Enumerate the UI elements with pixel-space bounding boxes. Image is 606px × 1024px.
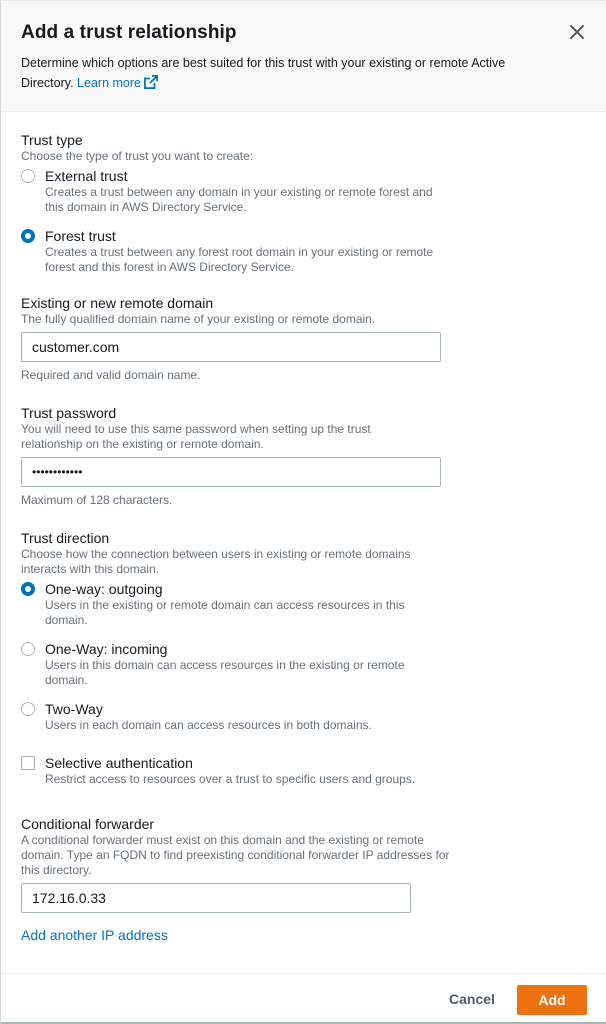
option-label: One-Way: incoming	[45, 641, 168, 657]
option-description: Users in each domain can access resources in both domains.	[45, 718, 372, 732]
add-another-ip-link[interactable]: Add another IP address	[21, 927, 168, 943]
selective-authentication-checkbox-row[interactable]	[21, 754, 481, 787]
conditional-forwarder-description: A conditional forwarder must exist on this domain and the existing or remote domain. Type an FQDN to find preexisting conditional forwarder IP addresses for this directory.	[21, 833, 450, 877]
conditional-forwarder-label: Conditional forwarder	[21, 816, 155, 832]
radio-one-way-outgoing[interactable]	[21, 580, 441, 628]
option-label: One-way: outgoing	[45, 581, 163, 597]
remote-domain-section	[21, 294, 581, 383]
option-label: Two-Way	[45, 701, 103, 717]
add-button[interactable]: Add	[517, 985, 587, 1015]
trust-direction-description: Choose how the connection between users in existing or remote domains interacts with this domain.	[21, 547, 411, 576]
radio-button-unchecked[interactable]	[21, 702, 35, 716]
trust-password-section	[21, 404, 581, 508]
trust-direction-label: Trust direction	[21, 530, 110, 546]
option-description: Restrict access to resources over a trust to specific users and groups.	[45, 772, 416, 786]
radio-button-checked[interactable]	[21, 582, 35, 596]
option-label: External trust	[45, 168, 128, 184]
cancel-button[interactable]: Cancel	[441, 984, 503, 1014]
option-description: Creates a trust between any forest root domain in your existing or remote forest and this forest in AWS Directory Service.	[45, 245, 434, 274]
radio-button-unchecked[interactable]	[21, 169, 35, 183]
option-description: Users in the existing or remote domain can access resources in this domain.	[45, 598, 405, 627]
remote-domain-label: Existing or new remote domain	[21, 295, 214, 311]
radio-forest-trust[interactable]	[21, 227, 441, 275]
trust-password-input[interactable]: ••••••••••••	[21, 457, 441, 487]
external-link-icon	[144, 75, 158, 89]
close-icon	[568, 23, 586, 41]
modal-header	[1, 1, 606, 112]
learn-more-label: Learn more	[77, 76, 141, 90]
modal-footer	[1, 973, 606, 1023]
radio-external-trust[interactable]	[21, 167, 441, 215]
radio-one-way-incoming[interactable]	[21, 640, 441, 688]
selective-authentication-checkbox[interactable]	[21, 756, 35, 770]
trust-type-section	[21, 131, 581, 275]
option-label: Forest trust	[45, 228, 116, 244]
radio-button-unchecked[interactable]	[21, 642, 35, 656]
trust-type-description: Choose the type of trust you want to create:	[21, 149, 254, 163]
trust-direction-section	[21, 529, 581, 787]
remote-domain-description: The fully qualified domain name of your existing or remote domain.	[21, 312, 376, 326]
conditional-forwarder-ip-input[interactable]: 172.16.0.33	[21, 883, 411, 913]
option-description: Creates a trust between any domain in your existing or remote forest and this domain in AWS Directory Service.	[45, 185, 433, 214]
modal-title: Add a trust relationship	[21, 22, 237, 43]
option-description: Users in this domain can access resources in the existing or remote domain.	[45, 658, 405, 687]
modal-description	[21, 53, 541, 93]
radio-two-way[interactable]	[21, 700, 441, 733]
option-label: Selective authentication	[45, 755, 193, 771]
trust-type-label: Trust type	[21, 132, 83, 148]
remote-domain-input[interactable]: customer.com	[21, 332, 441, 362]
close-button[interactable]	[568, 23, 586, 41]
conditional-forwarder-section	[21, 815, 581, 944]
modal-description-text: Determine which options are best suited for this trust with your existing or remote Active Directory.	[21, 56, 506, 90]
trust-password-label: Trust password	[21, 405, 117, 421]
trust-password-hint: Maximum of 128 characters.	[21, 493, 173, 507]
remote-domain-hint: Required and valid domain name.	[21, 368, 201, 382]
learn-more-link[interactable]	[77, 76, 158, 90]
trust-password-description: You will need to use this same password when setting up the trust relationship on the existing or remote domain.	[21, 422, 371, 451]
radio-button-checked[interactable]	[21, 229, 35, 243]
